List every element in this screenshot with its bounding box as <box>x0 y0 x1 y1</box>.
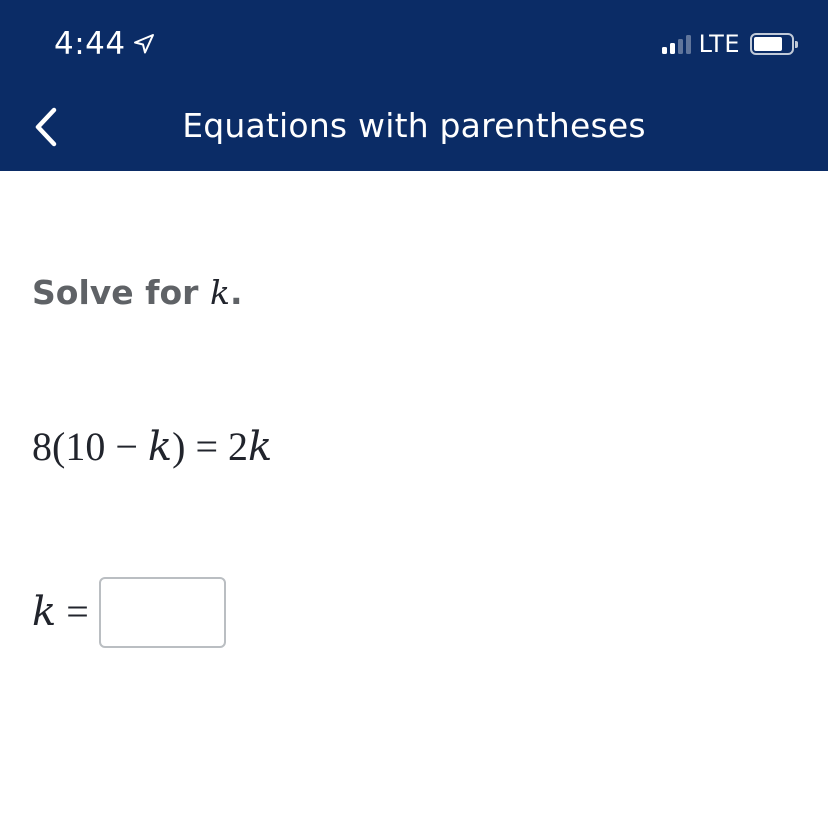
answer-input[interactable] <box>99 577 226 648</box>
equation-right-variable: k <box>248 424 273 470</box>
network-label: LTE <box>698 30 740 58</box>
battery-icon <box>750 33 794 55</box>
status-time: 4:44 <box>54 26 126 62</box>
answer-equals: = <box>56 589 89 634</box>
equation-left-variable: k <box>147 424 173 470</box>
status-time-group <box>54 24 156 64</box>
exercise-prompt <box>32 271 242 315</box>
status-bar <box>0 0 828 88</box>
answer-row <box>32 576 226 648</box>
answer-label <box>32 586 89 638</box>
equation <box>32 421 272 473</box>
location-arrow-icon <box>132 32 156 56</box>
status-indicators <box>662 28 794 60</box>
prompt-text: Solve for <box>32 273 210 312</box>
app-header <box>0 0 828 171</box>
page-title: Equations with parentheses <box>182 106 646 145</box>
nav-bar <box>0 88 828 171</box>
answer-variable: k <box>32 589 57 635</box>
exercise-content <box>0 171 828 828</box>
prompt-variable: k <box>209 273 230 312</box>
equation-middle: ) = 2 <box>172 424 249 469</box>
prompt-end: . <box>229 273 243 312</box>
cellular-signal-icon <box>662 34 691 54</box>
equation-left: 8(10 − <box>32 424 148 469</box>
